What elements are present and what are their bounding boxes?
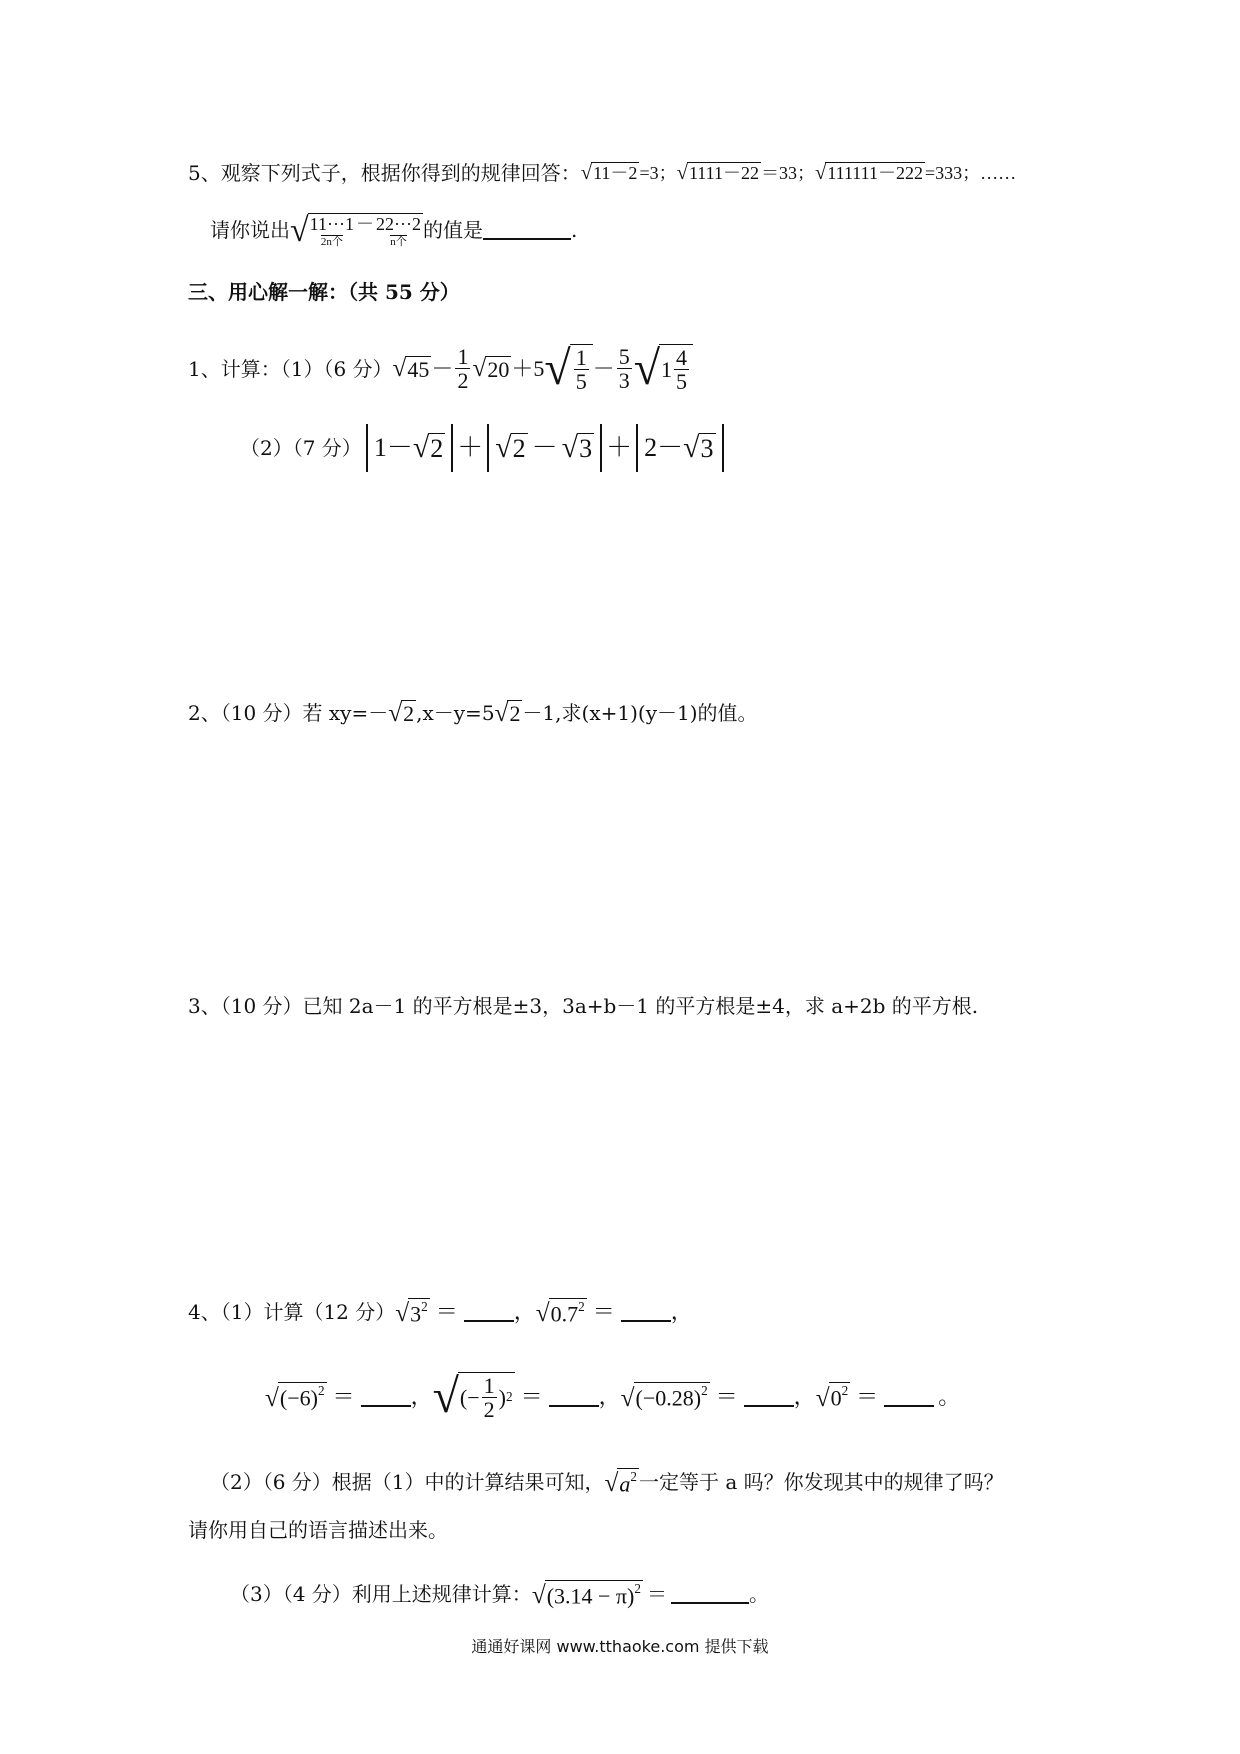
q5-ones-group: 11···1 2n个 — [309, 214, 354, 248]
p4-row1: √ $3^2$ ＝ ， √ $0.7^2$ ＝ ， — [395, 1299, 693, 1328]
q5-end: . — [570, 218, 578, 243]
p4-blank-5[interactable] — [744, 1387, 794, 1407]
q5-line2 — [210, 213, 577, 248]
q5-ask-suffix: 的值是 — [422, 218, 483, 243]
p4-prefix: 4、（1）计算（12 分） — [188, 1300, 396, 1325]
section3-title: 三、用心解一解：（共 55 分） — [188, 280, 460, 304]
p2-line — [188, 700, 758, 726]
p4-part2-a: （2）（6 分）根据（1）中的计算结果可知， — [210, 1470, 605, 1495]
p4-part3-end: 。 — [748, 1582, 769, 1607]
p1-line2 — [240, 424, 728, 472]
p4-blank-3[interactable] — [361, 1387, 411, 1407]
q5-ex2-result: ＝33； — [760, 162, 815, 183]
p4-part3-a: （3）（4 分）利用上述规律计算： — [230, 1582, 532, 1607]
q5-ex3-result: =333；…… — [924, 162, 1017, 183]
p4-part3-line — [230, 1580, 769, 1609]
p2-prefix: 2、（10 分）若 xy=－ — [188, 701, 389, 726]
q5-ex1-result: =3； — [639, 162, 677, 183]
q5-general-radical: √ 11···1 2n个 － 22···2 n个 — [290, 211, 421, 249]
p4-blank-1[interactable] — [464, 1302, 514, 1322]
p4-part3-blank[interactable] — [671, 1584, 749, 1604]
p4-part2-radical: √ $a^2$ — [604, 1469, 638, 1498]
p4-part2-line2: 请你用自己的语言描述出来。 — [188, 1518, 448, 1542]
p4-blank-6[interactable] — [884, 1387, 934, 1407]
p4-blank-2[interactable] — [621, 1302, 671, 1322]
q5-ex2: √ 1111－22 — [676, 162, 759, 185]
p4-row2: √ $(-6)^2$ ＝ ， √ (− $\frac{1}{2}$ ) 2 ＝ ， √ $(-0.28)^2$ ＝ ， √ $0^2$ ＝ 。 — [265, 1370, 961, 1424]
p1-expression: √ 45 － $\frac{1}{2}$ √ 20 ＋5 √ $\frac{1}{5}$ － $\frac{5}{3}$ √ 1 $\frac{4}{5}$ — [393, 344, 694, 393]
p4-part3-eq: ＝ — [646, 1582, 667, 1607]
p1-prefix: 1、计算：（1）（6 分） — [188, 356, 393, 381]
p1-part2-prefix: （2）（7 分） — [240, 436, 362, 460]
p2-mid: ,x－y=5 — [416, 701, 495, 726]
p1-line1 — [188, 342, 693, 396]
p4-part2-b: 一定等于 a 吗？你发现其中的规律了吗？ — [639, 1470, 1004, 1495]
p2-suffix: －1,求(x+1)(y－1)的值。 — [522, 701, 758, 726]
p1-part2-expression: 1－ √ 2 ＋ √ 2 － √ 3 ＋ 2－ √ 3 — [362, 424, 728, 472]
q5-prefix: 5、观察下列式子，根据你得到的规律回答： — [188, 160, 581, 185]
p2-root1: √ 2 — [388, 698, 415, 727]
q5-ex1: √ 11－2 — [580, 162, 638, 185]
p4-blank-4[interactable] — [549, 1387, 599, 1407]
footer-credit: 通通好课网 www.tthaoke.com 提供下载 — [471, 1637, 769, 1656]
p4-part3-radical: √ $(3.14 - \pi)^2$ — [531, 1581, 641, 1610]
p4-line1 — [188, 1298, 693, 1327]
p3-line: 3、（10 分）已知 2a－1 的平方根是±3，3a+b－1 的平方根是±4，求 a+2b 的平方根. — [188, 994, 979, 1018]
q5-ex3: √ 111111－222 — [814, 162, 923, 185]
q5-answer-blank[interactable] — [483, 220, 571, 240]
q5-ask-prefix: 请你说出 — [210, 218, 290, 243]
q5-line1 — [188, 162, 1016, 184]
p2-root2: √ 2 — [494, 698, 521, 727]
p4-line2 — [265, 1370, 961, 1424]
p4-part2-line1 — [210, 1468, 1004, 1497]
q5-twos-group: 22···2 n个 — [376, 214, 421, 248]
